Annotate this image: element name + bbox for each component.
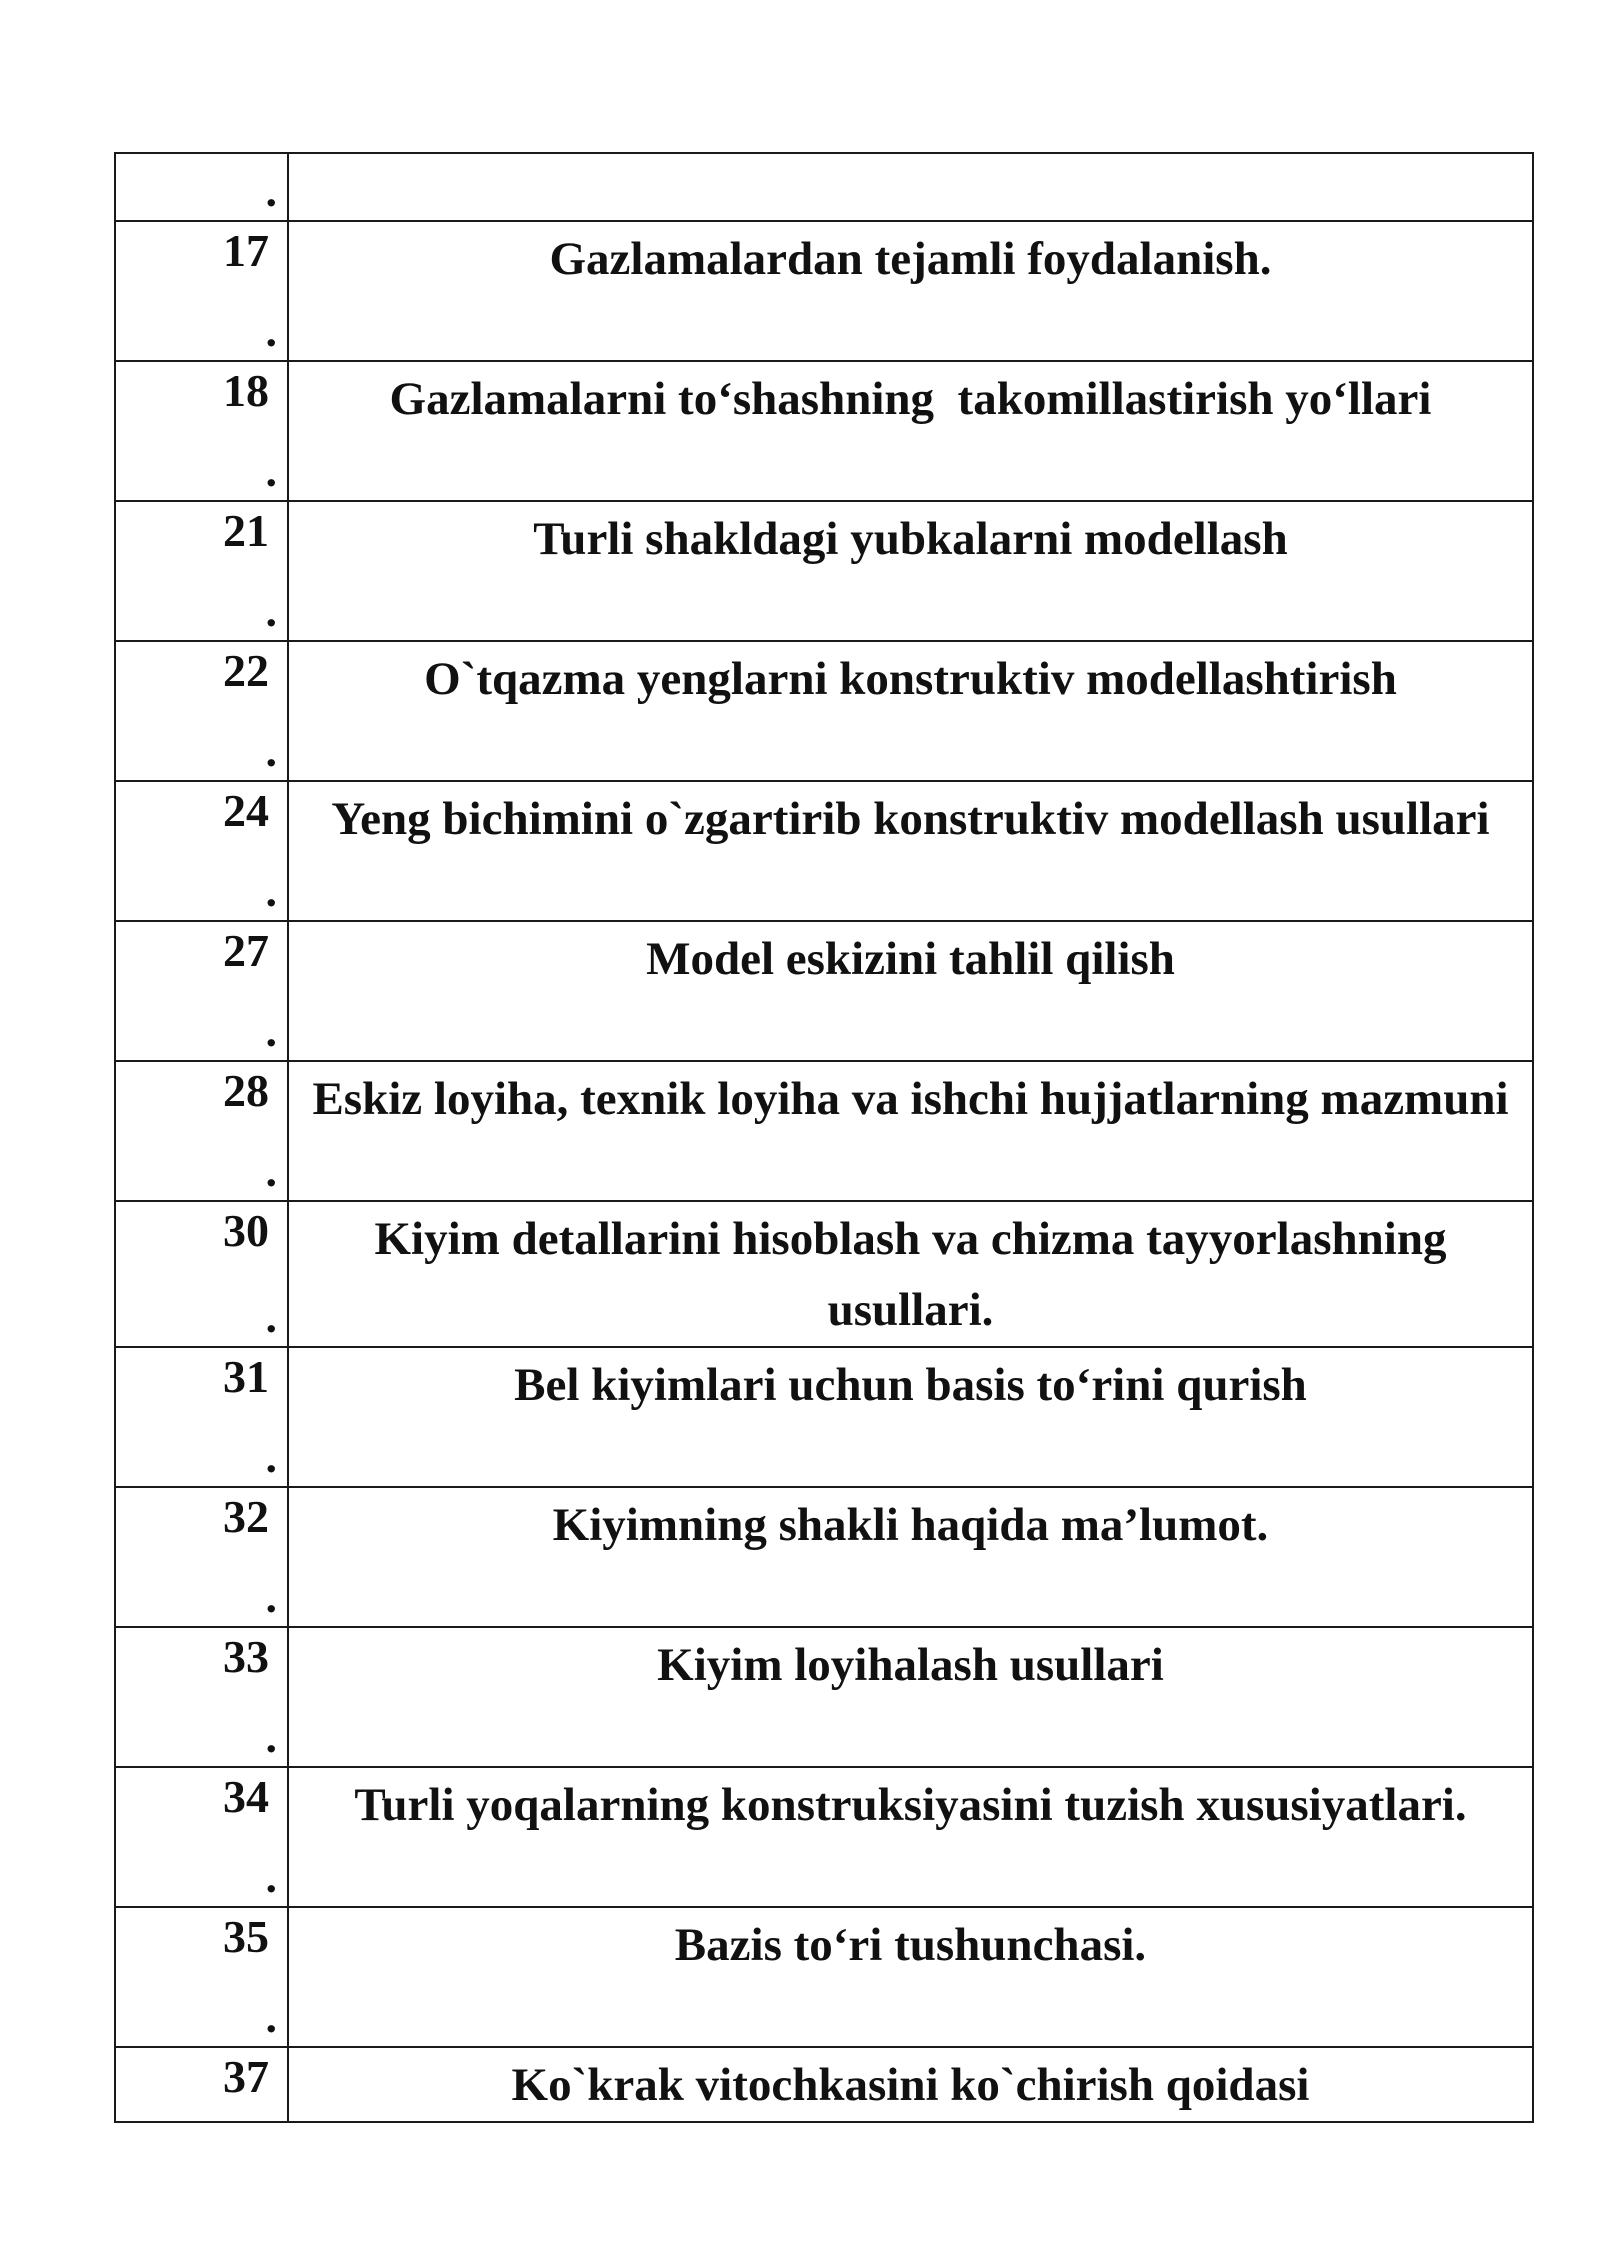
title-cell (288, 1347, 1533, 1487)
topic-title: Turli yoqalarning konstruksiyasini tuzish xususiyatlari. (354, 1779, 1467, 1831)
table-row (115, 501, 1533, 641)
number-cell (115, 1767, 288, 1907)
topic-title: Turli shakldagi yubkalarni modellash (533, 513, 1288, 565)
topic-title: Kiyim detallarini hisoblash va chizma tayyorlashning usullari. (374, 1213, 1470, 1336)
number-cell (115, 641, 288, 781)
number-cell (115, 1061, 288, 1201)
number-dot: . (265, 865, 277, 916)
number-dot: . (265, 725, 277, 776)
row-number: 22 (223, 645, 269, 696)
title-cell (288, 921, 1533, 1061)
number-cell (115, 1201, 288, 1347)
row-number: 27 (223, 925, 269, 976)
title-cell (288, 1767, 1533, 1907)
row-number: 30 (223, 1205, 269, 1256)
number-dot: . (265, 1291, 277, 1342)
table-row (115, 1061, 1533, 1201)
number-dot: . (265, 445, 277, 496)
title-cell (288, 153, 1533, 221)
title-cell (288, 221, 1533, 361)
title-cell (288, 1627, 1533, 1767)
number-cell (115, 221, 288, 361)
number-dot: . (265, 1711, 277, 1762)
number-cell (115, 153, 288, 221)
title-cell (288, 501, 1533, 641)
number-dot: . (265, 165, 277, 216)
number-dot: . (265, 305, 277, 356)
topic-title: Kiyimning shakli haqida ma’lumot. (552, 1499, 1269, 1551)
row-number: 28 (223, 1065, 269, 1116)
row-number: 31 (223, 1351, 269, 1402)
table-row (115, 781, 1533, 921)
table-row (115, 1767, 1533, 1907)
row-number: 17 (223, 225, 269, 276)
number-cell (115, 781, 288, 921)
number-dot: . (265, 585, 277, 636)
topic-title: Bazis to‘ri tushunchasi. (674, 1919, 1147, 1971)
topic-title: Bel kiyimlari uchun basis to‘rini qurish (514, 1359, 1307, 1411)
topics-table-body (115, 153, 1533, 2122)
number-dot: . (265, 1005, 277, 1056)
number-cell (115, 2047, 288, 2122)
number-cell (115, 361, 288, 501)
title-cell (288, 2047, 1533, 2122)
row-number: 21 (223, 505, 269, 556)
table-row (115, 153, 1533, 221)
number-cell (115, 921, 288, 1061)
row-number: 18 (223, 365, 269, 416)
title-cell (288, 781, 1533, 921)
topic-title: Gazlamalardan tejamli foydalanish. (549, 233, 1272, 285)
topic-title: Eskiz loyiha, texnik loyiha va ishchi hujjatlarning mazmuni (312, 1073, 1509, 1125)
number-dot: . (265, 1431, 277, 1482)
row-number: 32 (223, 1491, 269, 1542)
number-cell (115, 501, 288, 641)
number-cell (115, 1627, 288, 1767)
title-cell (288, 1201, 1533, 1347)
title-cell (288, 1907, 1533, 2047)
table-row (115, 1627, 1533, 1767)
topic-title: Kiyim loyihalash usullari (657, 1639, 1164, 1691)
number-dot: . (265, 1851, 277, 1902)
number-cell (115, 1347, 288, 1487)
row-number: 24 (223, 785, 269, 836)
table-row (115, 1347, 1533, 1487)
table-row (115, 361, 1533, 501)
row-number: 33 (223, 1631, 269, 1682)
table-row (115, 921, 1533, 1061)
topics-table (114, 152, 1534, 2123)
table-row (115, 1201, 1533, 1347)
title-cell (288, 1487, 1533, 1627)
row-number: 35 (223, 1911, 269, 1962)
table-row (115, 641, 1533, 781)
topic-title: Model eskizini tahlil qilish (646, 933, 1175, 985)
topic-title: Yeng bichimini o`zgartirib konstruktiv modellash usullari (331, 793, 1490, 845)
row-number: 34 (223, 1771, 269, 1822)
number-cell (115, 1907, 288, 2047)
topic-title: O`tqazma yenglarni konstruktiv modellashtirish (424, 653, 1397, 705)
row-number: 37 (223, 2051, 269, 2102)
number-dot: . (265, 1571, 277, 1622)
number-dot: . (265, 1991, 277, 2042)
table-row (115, 221, 1533, 361)
title-cell (288, 361, 1533, 501)
topic-title: Gazlamalarni to‘shashning takomillastirish yo‘llari (389, 373, 1432, 425)
table-row (115, 1487, 1533, 1627)
number-dot: . (265, 1145, 277, 1196)
table-row (115, 1907, 1533, 2047)
topic-title: Ko`krak vitochkasini ko`chirish qoidasi (511, 2059, 1310, 2111)
number-cell (115, 1487, 288, 1627)
table-row (115, 2047, 1533, 2122)
title-cell (288, 1061, 1533, 1201)
title-cell (288, 641, 1533, 781)
